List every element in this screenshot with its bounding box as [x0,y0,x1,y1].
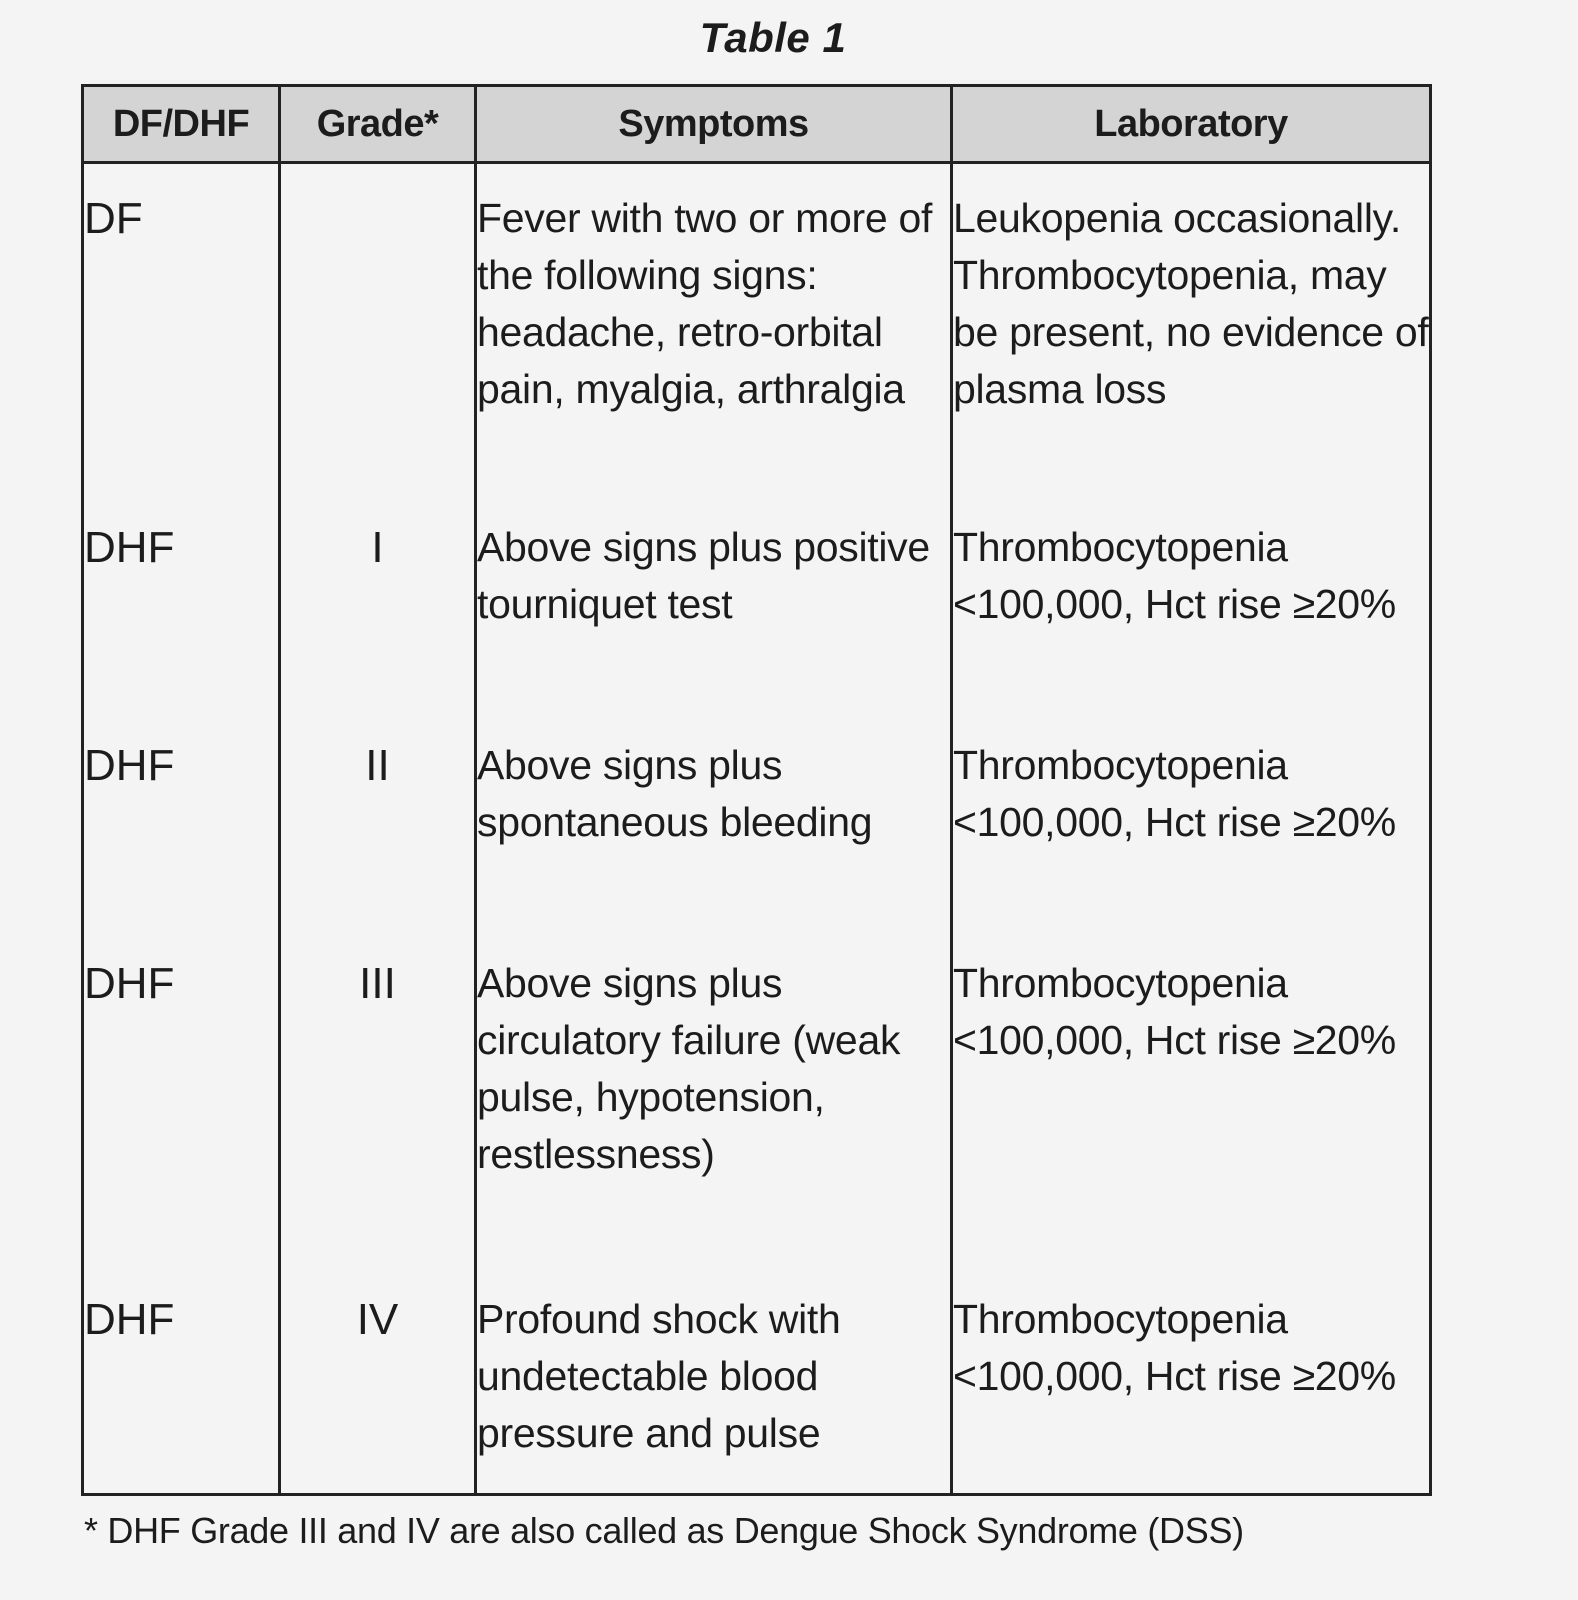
cell-type: DHF [83,935,280,1269]
cell-symptoms: Above signs plus circulatory failure (weak pulse, hypotension, restlessness) [476,935,952,1269]
table-header-row [83,86,1431,163]
header-symptoms: Symptoms [476,86,952,163]
table-row [83,163,1431,495]
cell-laboratory: Thrombocytopenia <100,000, Hct rise ≥20% [952,935,1431,1269]
cell-laboratory: Thrombocytopenia <100,000, Hct rise ≥20% [952,495,1431,715]
cell-laboratory: Thrombocytopenia <100,000, Hct rise ≥20% [952,1269,1431,1495]
header-laboratory: Laboratory [952,86,1431,163]
cell-grade: I [280,495,476,715]
table-row [83,1269,1431,1495]
header-df-dhf: DF/DHF [83,86,280,163]
cell-grade [280,163,476,495]
table-row [83,495,1431,715]
cell-symptoms: Fever with two or more of the following signs: headache, retro-orbital pain, myalgia, arthralgia [476,163,952,495]
dengue-classification-table [81,84,1432,1496]
cell-symptoms: Above signs plus positive tourniquet test [476,495,952,715]
cell-type: DF [83,163,280,495]
cell-type: DHF [83,1269,280,1495]
table-title: Table 1 [699,14,847,61]
cell-grade: III [280,935,476,1269]
cell-grade: II [280,715,476,935]
cell-grade: IV [280,1269,476,1495]
footnote: * DHF Grade III and IV are also called as Dengue Shock Syndrome (DSS) [84,1510,1244,1551]
header-grade: Grade* [280,86,476,163]
cell-type: DHF [83,715,280,935]
cell-symptoms: Profound shock with undetectable blood pressure and pulse [476,1269,952,1495]
table-row [83,715,1431,935]
cell-laboratory: Thrombocytopenia <100,000, Hct rise ≥20% [952,715,1431,935]
cell-type: DHF [83,495,280,715]
table-row [83,935,1431,1269]
cell-symptoms: Above signs plus spontaneous bleeding [476,715,952,935]
cell-laboratory: Leukopenia occasionally. Thrombocytopenia, may be present, no evidence of plasma loss [952,163,1431,495]
